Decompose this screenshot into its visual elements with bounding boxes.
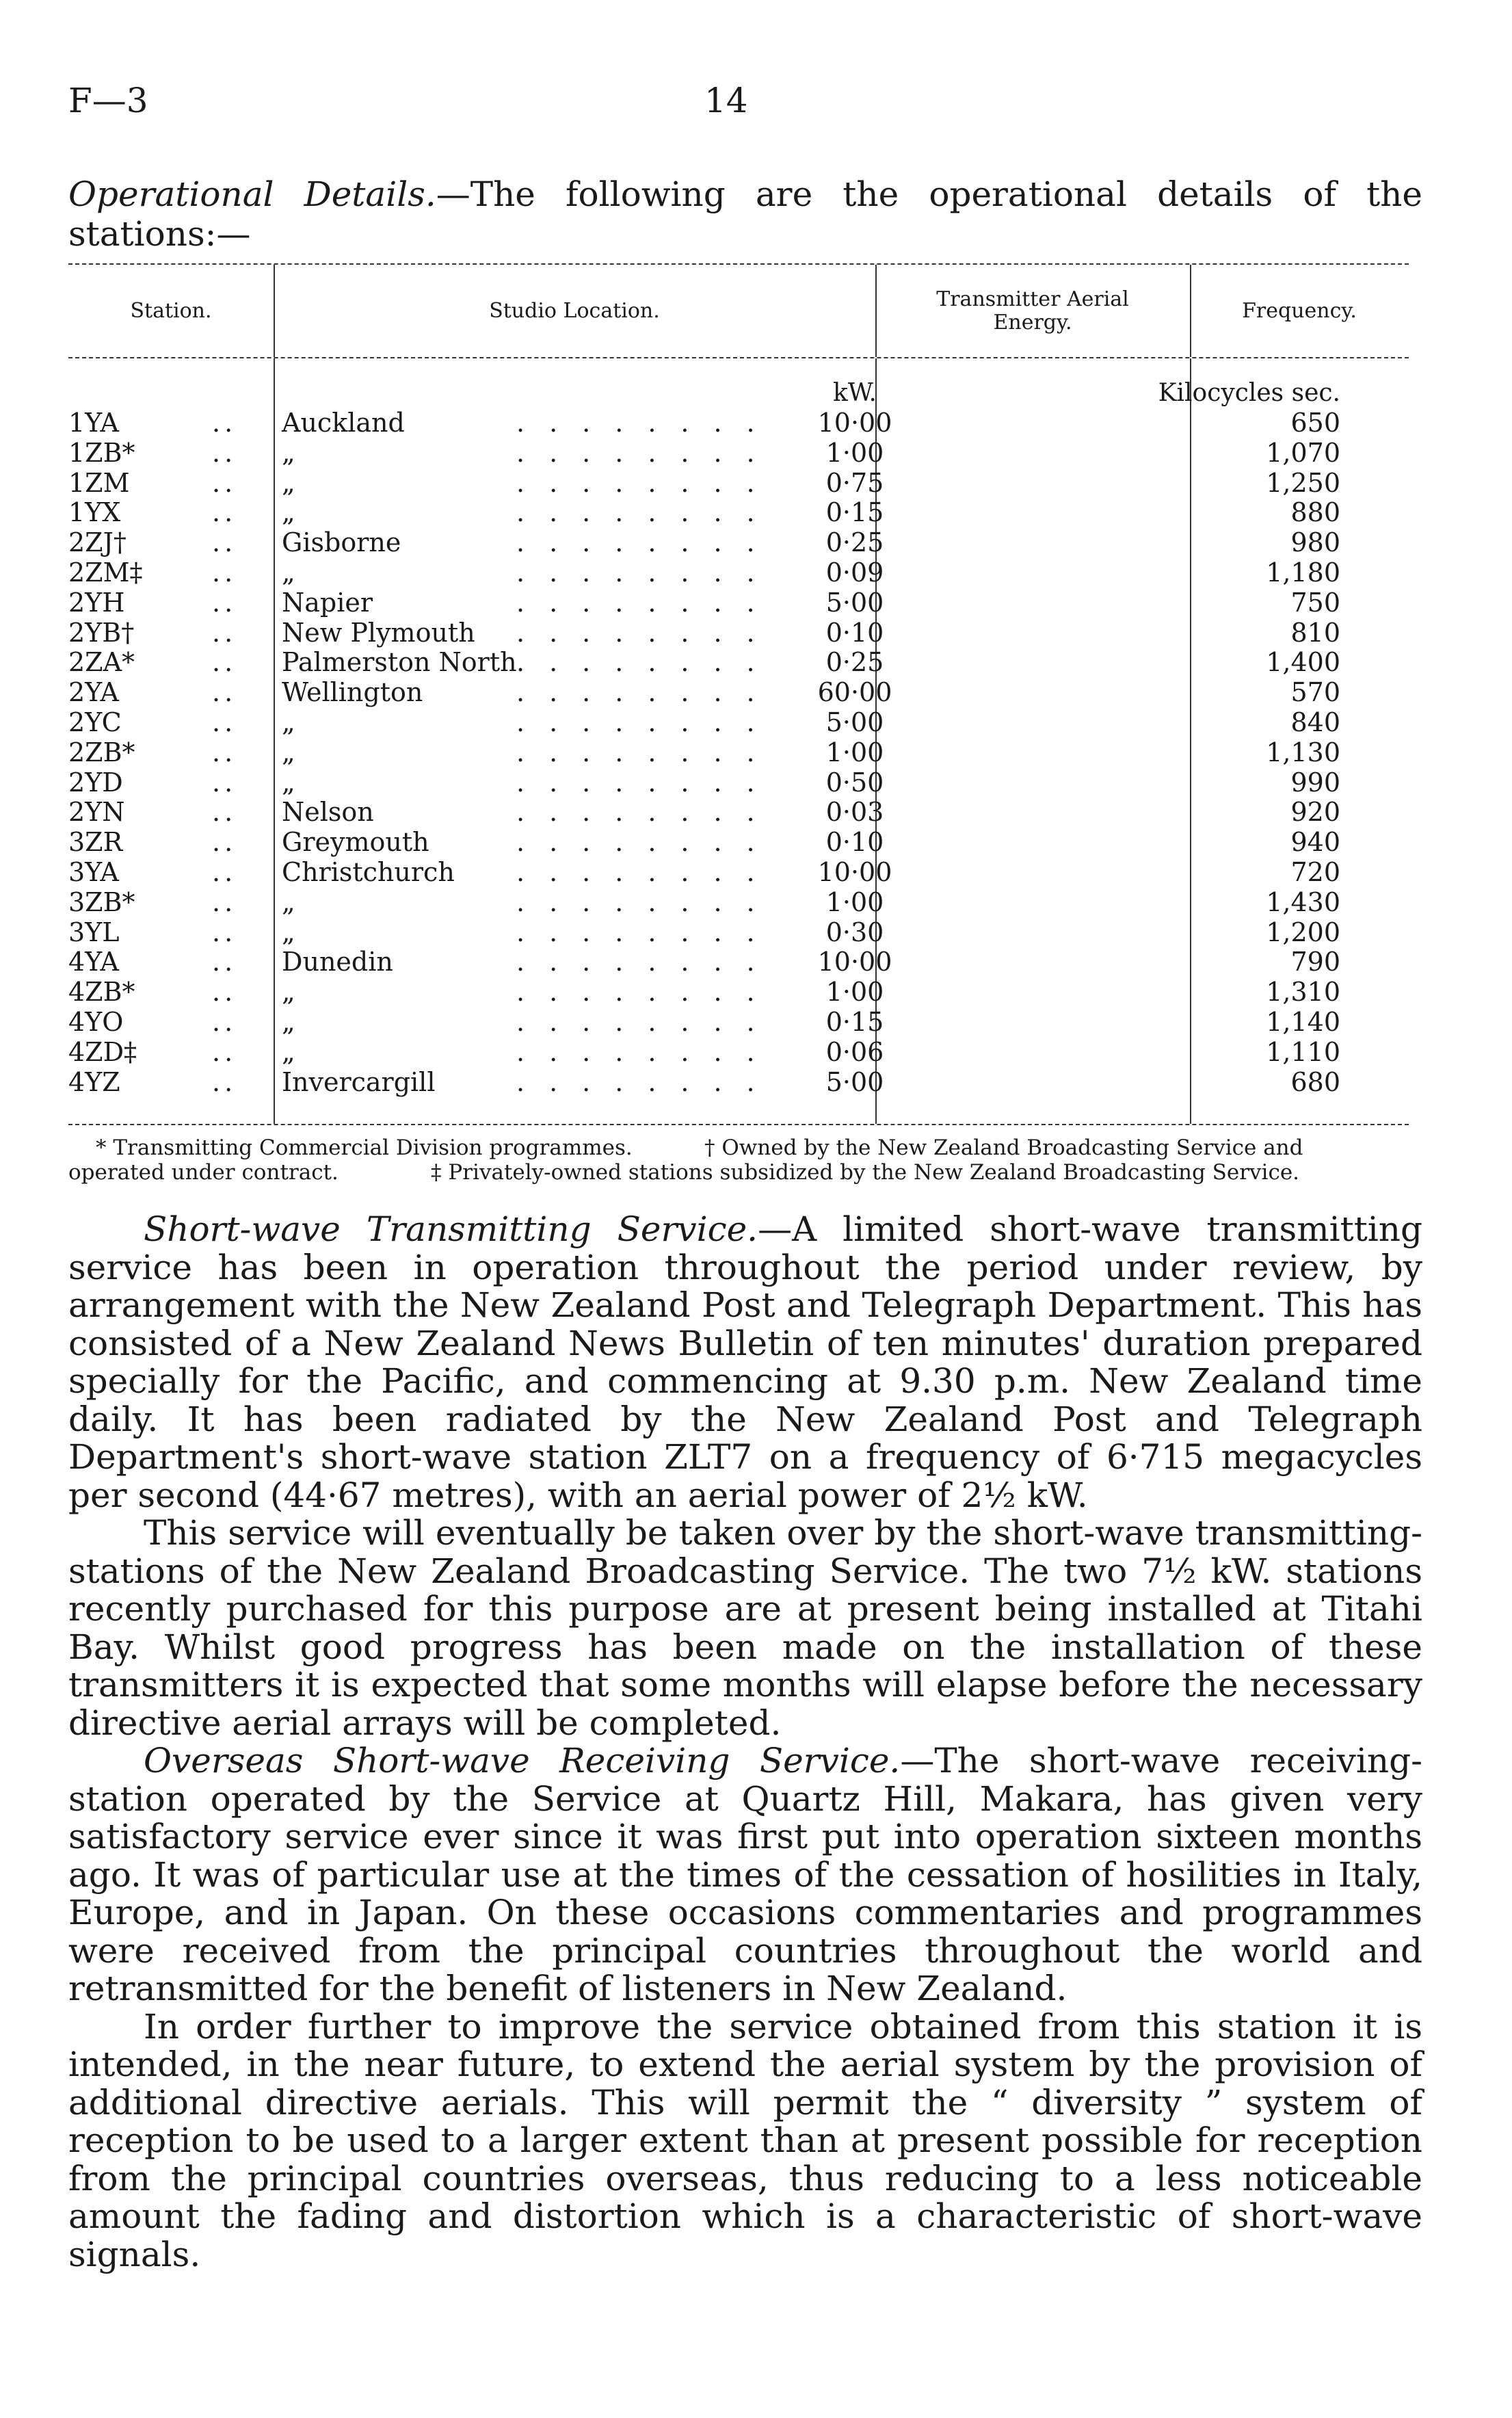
energy-cell: 0·50 xyxy=(825,767,884,798)
table-row xyxy=(68,857,1409,887)
paragraph-improvements: In order further to improve the service obtained from this station it is intended, in the near future, to extend the aerial system by the provision of additional directive aerials. This will permit the “ diversity ” system of reception to be used to a larger extent than at present possible for reception from the principal countries overseas, thus reducing to a less noticeable amount the fading and distortion which is a characteristic of short-wave signals. xyxy=(68,2006,1422,2274)
frequency-cell: 1,070 xyxy=(1266,437,1340,468)
frequency-cell: 650 xyxy=(1290,408,1340,438)
station-cell: 2YH xyxy=(68,587,125,618)
footnote-dagger: † Owned by the New Zealand Broadcasting Service and xyxy=(704,1135,1303,1160)
leader-dots: ........ xyxy=(516,856,780,887)
station-cell: 1YA xyxy=(68,408,119,438)
intro-text: —The following are the operational details of the stations:— xyxy=(68,174,1422,254)
table-row xyxy=(68,737,1409,767)
body-text xyxy=(68,1211,1422,2274)
frequency-cell: 570 xyxy=(1290,677,1340,708)
station-cell: 3YL xyxy=(68,917,120,947)
leader-dots: .. xyxy=(212,917,237,947)
frequency-cell: 790 xyxy=(1290,947,1340,977)
leader-dots: .. xyxy=(212,886,237,917)
leader-dots: ........ xyxy=(516,527,780,558)
column-divider xyxy=(875,265,877,357)
location-cell: Christchurch xyxy=(282,856,455,887)
leader-dots: ........ xyxy=(516,587,780,618)
energy-cell: 1·00 xyxy=(825,437,884,468)
station-cell: 2ZM‡ xyxy=(68,557,143,588)
station-cell: 3ZR xyxy=(68,827,123,858)
leader-dots: .. xyxy=(212,557,237,588)
station-cell: 4YA xyxy=(68,947,119,977)
table-row xyxy=(68,677,1409,707)
leader-dots: ........ xyxy=(516,827,780,858)
energy-cell: 1·00 xyxy=(825,737,884,767)
paragraph-heading: Short-wave Transmitting Service. xyxy=(144,1209,758,1249)
station-cell: 4YZ xyxy=(68,1066,120,1097)
location-cell: New Plymouth xyxy=(282,617,475,648)
leader-dots: ........ xyxy=(516,617,780,648)
table-footnotes xyxy=(68,1135,1422,1185)
frequency-cell: 1,430 xyxy=(1266,886,1340,917)
frequency-cell: 1,200 xyxy=(1266,917,1340,947)
energy-cell: 1·00 xyxy=(825,886,884,917)
header-aerial-energy: Transmitter Aerial Energy. xyxy=(936,287,1129,334)
paragraph-short-wave-transmitting xyxy=(68,1211,1422,1514)
station-cell: 4ZB* xyxy=(68,977,135,1008)
table-body xyxy=(68,358,1409,1124)
footnote-double-dagger: ‡ Privately-owned stations subsidized by the New Zealand Broadcasting Service. xyxy=(431,1160,1300,1185)
frequency-cell: 920 xyxy=(1290,797,1340,828)
energy-cell: 0·75 xyxy=(825,467,884,498)
table-row xyxy=(68,438,1409,468)
leader-dots: ........ xyxy=(516,707,780,737)
energy-cell: 0·15 xyxy=(825,497,884,528)
table-row xyxy=(68,647,1409,677)
table-row xyxy=(68,1037,1409,1067)
energy-cell: 0·25 xyxy=(825,647,884,678)
energy-cell: 0·30 xyxy=(825,917,884,947)
frequency-cell: 1,180 xyxy=(1266,557,1340,588)
leader-dots: ........ xyxy=(516,677,780,708)
leader-dots: ........ xyxy=(516,977,780,1008)
station-cell: 4ZD‡ xyxy=(68,1036,137,1067)
energy-cell: 5·00 xyxy=(825,587,884,618)
table-row xyxy=(68,887,1409,917)
energy-cell: 0·10 xyxy=(825,827,884,858)
location-cell: „ xyxy=(282,977,295,1008)
leader-dots: .. xyxy=(212,467,237,498)
leader-dots: .. xyxy=(212,977,237,1008)
leader-dots: ........ xyxy=(516,767,780,798)
station-cell: 3YA xyxy=(68,856,119,887)
location-cell: „ xyxy=(282,467,295,498)
frequency-cell: 880 xyxy=(1290,497,1340,528)
energy-unit: kW. xyxy=(833,379,877,407)
frequency-cell: 1,250 xyxy=(1266,467,1340,498)
leader-dots: .. xyxy=(212,408,237,438)
stations-table xyxy=(68,263,1409,1125)
leader-dots: .. xyxy=(212,767,237,798)
leader-dots: .. xyxy=(212,527,237,558)
energy-cell: 1·00 xyxy=(825,977,884,1008)
station-cell: 2YC xyxy=(68,707,122,737)
frequency-cell: 990 xyxy=(1290,767,1340,798)
table-row xyxy=(68,917,1409,947)
leader-dots: ........ xyxy=(516,947,780,977)
leader-dots: ........ xyxy=(516,1036,780,1067)
frequency-cell: 680 xyxy=(1290,1066,1340,1097)
page-number: 14 xyxy=(704,81,748,120)
frequency-cell: 980 xyxy=(1290,527,1340,558)
location-cell: Invercargill xyxy=(282,1066,436,1097)
frequency-unit: Kilocycles sec. xyxy=(1158,379,1340,407)
leader-dots: ........ xyxy=(516,797,780,828)
location-cell: „ xyxy=(282,1036,295,1067)
leader-dots: .. xyxy=(212,797,237,828)
station-cell: 2YD xyxy=(68,767,123,798)
energy-cell: 0·09 xyxy=(825,557,884,588)
table-row xyxy=(68,827,1409,857)
leader-dots: .. xyxy=(212,587,237,618)
location-cell: Dunedin xyxy=(282,947,393,977)
leader-dots: .. xyxy=(212,497,237,528)
frequency-cell: 940 xyxy=(1290,827,1340,858)
energy-cell: 0·03 xyxy=(825,797,884,828)
table-row xyxy=(68,527,1409,557)
frequency-cell: 750 xyxy=(1290,587,1340,618)
table-row xyxy=(68,1007,1409,1037)
footnote-star: * Transmitting Commercial Division programmes. xyxy=(96,1135,633,1160)
station-cell: 4YO xyxy=(68,1006,124,1037)
leader-dots: .. xyxy=(212,617,237,648)
paragraph-heading: Overseas Short-wave Receiving Service. xyxy=(144,1741,901,1780)
location-cell: Nelson xyxy=(282,797,374,828)
leader-dots: ........ xyxy=(516,408,780,438)
table-row xyxy=(68,557,1409,588)
leader-dots: ........ xyxy=(516,437,780,468)
leader-dots: ........ xyxy=(516,737,780,767)
location-cell: „ xyxy=(282,557,295,588)
leader-dots: .. xyxy=(212,647,237,678)
header-studio-location: Studio Location. xyxy=(489,298,660,323)
energy-cell: 10·00 xyxy=(817,947,892,977)
station-cell: 2ZB* xyxy=(68,737,135,767)
energy-cell: 60·00 xyxy=(817,677,892,708)
units-row xyxy=(68,379,1409,408)
energy-cell: 5·00 xyxy=(825,707,884,737)
frequency-cell: 1,400 xyxy=(1266,647,1340,678)
leader-dots: .. xyxy=(212,827,237,858)
location-cell: „ xyxy=(282,497,295,528)
table-row xyxy=(68,468,1409,498)
table-row xyxy=(68,977,1409,1007)
table-row xyxy=(68,497,1409,527)
table-rows xyxy=(68,408,1409,1096)
leader-dots: .. xyxy=(212,947,237,977)
leader-dots: .. xyxy=(212,677,237,708)
location-cell: „ xyxy=(282,437,295,468)
paragraph-service-takeover: This service will eventually be taken over by the short-wave transmitting-stations of the New Zealand Broadcasting Service. The two 7½ kW. stations recently purchased for this purpose are at present being installed at Titahi Bay. Whilst good progress has been made on the installation of these transmitters it is expected that some months will elapse before the necessary directive aerial arrays will be completed. xyxy=(68,1513,1422,1743)
leader-dots: ........ xyxy=(516,467,780,498)
header-station: Station. xyxy=(130,298,212,323)
table-row xyxy=(68,947,1409,977)
location-cell: „ xyxy=(282,886,295,917)
station-cell: 1ZM xyxy=(68,467,130,498)
energy-cell: 10·00 xyxy=(817,408,892,438)
leader-dots: ........ xyxy=(516,497,780,528)
intro-heading: Operational Details. xyxy=(68,174,436,214)
leader-dots: ........ xyxy=(516,886,780,917)
table-row xyxy=(68,797,1409,827)
energy-cell: 0·10 xyxy=(825,617,884,648)
leader-dots: .. xyxy=(212,1006,237,1037)
station-cell: 2YN xyxy=(68,797,125,828)
paragraph-overseas-receiving xyxy=(68,1742,1422,2008)
leader-dots: .. xyxy=(212,1036,237,1067)
station-cell: 2ZA* xyxy=(68,647,135,678)
energy-cell: 10·00 xyxy=(817,856,892,887)
location-cell: „ xyxy=(282,917,295,947)
leader-dots: ........ xyxy=(516,1066,780,1097)
document-reference: F—3 xyxy=(68,81,148,120)
leader-dots: ........ xyxy=(516,647,780,678)
station-cell: 1ZB* xyxy=(68,437,135,468)
table-row xyxy=(68,707,1409,737)
paragraph-text: —A limited short-wave transmitting service has been in operation throughout the period under review, by arrangement with the New Zealand Post and Telegraph Department. This has consisted of a New Zealand News Bulletin of ten minutes' duration prepared specially for the Pacific, and commencing at 9.30 p.m. New Zealand time daily. It has been radiated by the New Zealand Post and Telegraph Department's short-wave station ZLT7 on a frequency of 6·715 megacycles per second (44·67 metres), with an aerial power of 2½ kW. xyxy=(68,1209,1423,1515)
station-cell: 3ZB* xyxy=(68,886,135,917)
station-cell: 1YX xyxy=(68,497,121,528)
leader-dots: ........ xyxy=(516,1006,780,1037)
energy-cell: 0·15 xyxy=(825,1006,884,1037)
location-cell: Greymouth xyxy=(282,827,429,858)
table-bottom-rule xyxy=(68,1124,1409,1125)
location-cell: Wellington xyxy=(282,677,423,708)
station-cell: 2YA xyxy=(68,677,119,708)
location-cell: Auckland xyxy=(282,408,405,438)
intro-paragraph xyxy=(68,174,1422,254)
frequency-cell: 1,110 xyxy=(1266,1036,1340,1067)
location-cell: „ xyxy=(282,737,295,767)
station-cell: 2ZJ† xyxy=(68,527,127,558)
location-cell: Gisborne xyxy=(282,527,401,558)
leader-dots: .. xyxy=(212,707,237,737)
location-cell: Napier xyxy=(282,587,373,618)
table-row xyxy=(68,408,1409,438)
leader-dots: .. xyxy=(212,437,237,468)
frequency-cell: 840 xyxy=(1290,707,1340,737)
location-cell: „ xyxy=(282,1006,295,1037)
page-header xyxy=(68,81,1422,122)
frequency-cell: 810 xyxy=(1290,617,1340,648)
location-cell: Palmerston North xyxy=(282,647,517,678)
station-cell: 2YB† xyxy=(68,617,135,648)
leader-dots: ........ xyxy=(516,557,780,588)
leader-dots: .. xyxy=(212,737,237,767)
header-frequency: Frequency. xyxy=(1242,298,1357,323)
energy-cell: 0·06 xyxy=(825,1036,884,1067)
table-row xyxy=(68,588,1409,618)
table-row xyxy=(68,1067,1409,1097)
frequency-cell: 1,310 xyxy=(1266,977,1340,1008)
leader-dots: ........ xyxy=(516,917,780,947)
table-header xyxy=(68,265,1409,357)
energy-cell: 5·00 xyxy=(825,1066,884,1097)
frequency-cell: 720 xyxy=(1290,856,1340,887)
frequency-cell: 1,130 xyxy=(1266,737,1340,767)
frequency-cell: 1,140 xyxy=(1266,1006,1340,1037)
table-row xyxy=(68,618,1409,648)
leader-dots: .. xyxy=(212,1066,237,1097)
energy-cell: 0·25 xyxy=(825,527,884,558)
location-cell: „ xyxy=(282,767,295,798)
location-cell: „ xyxy=(282,707,295,737)
table-row xyxy=(68,767,1409,798)
leader-dots: .. xyxy=(212,856,237,887)
footnote-dagger-continued: operated under contract. xyxy=(68,1160,339,1185)
paragraph-text: —The short-wave receiving-station operated by the Service at Quartz Hill, Makara, has given very satisfactory service ever since it was first put into operation sixteen months ago. It was of particular use at the times of the cessation of hosilities in Italy, Europe, and in Japan. On these occasions commentaries and programmes were received from the principal countries throughout the world and retransmitted for the benefit of listeners in New Zealand. xyxy=(68,1741,1422,2008)
